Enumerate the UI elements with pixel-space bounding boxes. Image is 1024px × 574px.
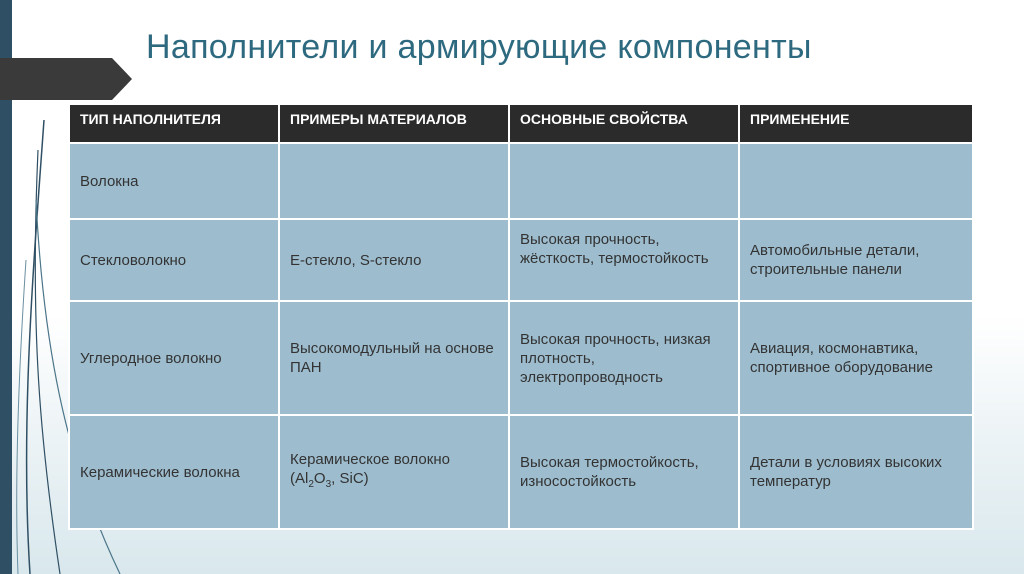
cell-properties xyxy=(509,143,739,219)
table-row xyxy=(69,143,973,219)
header-filler-type: ТИП НАПОЛНИТЕЛЯ xyxy=(69,104,279,143)
header-application: ПРИМЕНЕНИЕ xyxy=(739,104,973,143)
cell-type: Углеродное волокно xyxy=(69,301,279,415)
cell-application: Детали в условиях высоких температур xyxy=(739,415,973,529)
cell-type: Керамические волокна xyxy=(69,415,279,529)
cell-type: Волокна xyxy=(69,143,279,219)
fillers-table xyxy=(68,103,974,530)
cell-application: Автомобильные детали, строительные панели xyxy=(739,219,973,301)
cell-type: Стекловолокно xyxy=(69,219,279,301)
table-row xyxy=(69,301,973,415)
cell-examples xyxy=(279,415,509,529)
examples-suffix: , SiC) xyxy=(331,470,369,487)
header-material-examples: ПРИМЕРЫ МАТЕРИАЛОВ xyxy=(279,104,509,143)
cell-properties: Высокая прочность, низкая плотность, электропроводность xyxy=(509,301,739,415)
table-row xyxy=(69,219,973,301)
cell-examples xyxy=(279,143,509,219)
header-main-properties: ОСНОВНЫЕ СВОЙСТВА xyxy=(509,104,739,143)
cell-application: Авиация, космонавтика, спортивное оборудование xyxy=(739,301,973,415)
subscript-3: 3 xyxy=(325,479,332,490)
arrow-tab xyxy=(0,58,132,100)
table-row xyxy=(69,415,973,529)
cell-application xyxy=(739,143,973,219)
cell-examples: Высокомодульный на основе ПАН xyxy=(279,301,509,415)
slide-title: Наполнители и армирующие компоненты xyxy=(146,28,812,66)
cell-properties: Высокая прочность, жёсткость, термостойкость xyxy=(509,219,739,301)
cell-properties: Высокая термостойкость, износостойкость xyxy=(509,415,739,529)
examples-prefix: Керамическое волокно (Al xyxy=(290,451,450,487)
cell-examples: Е-стекло, S-стекло xyxy=(279,219,509,301)
table-header-row xyxy=(69,104,973,143)
subscript-2: 2 xyxy=(308,479,314,490)
examples-mid: O xyxy=(313,470,326,487)
